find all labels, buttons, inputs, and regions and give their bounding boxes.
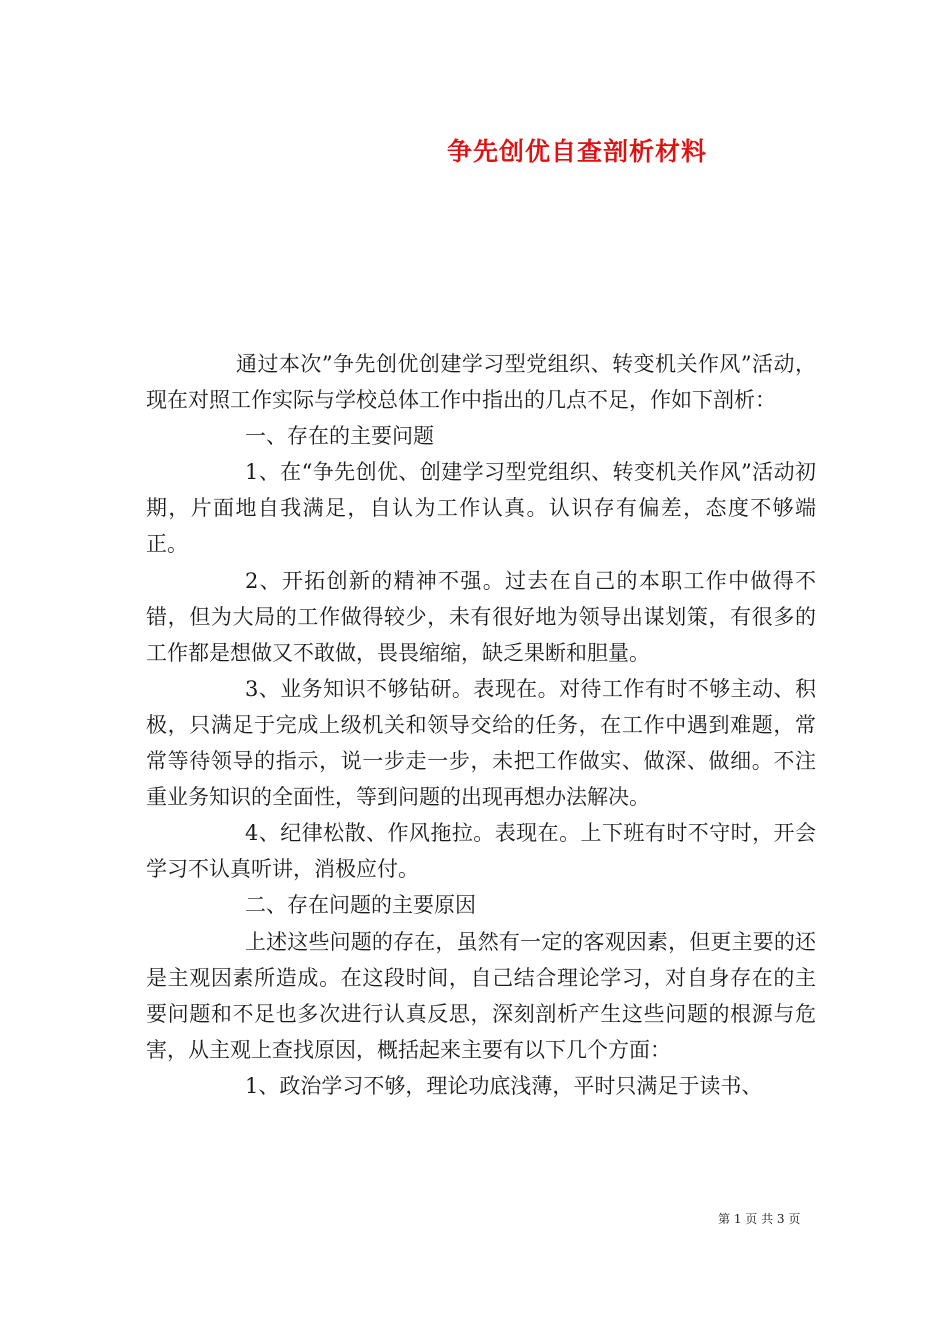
paragraph-problem-3: 3、业务知识不够钻研。表现在。对待工作有时不够主动、积极，只满足于完成上级机关和领导交给的任务，在工作中遇到难题，常常等待领导的指示，说一步走一步，未把工作做实、做深、做细。不注重业务知识的全面性，等到问题的出现再想办法解决。 (146, 676, 816, 810)
paragraph-problem-1: 1、在“争先创优、创建学习型党组织、转变机关作风”活动初期，片面地自我满足，自认为工作认真。认识存有偏差，态度不够端正。 (146, 460, 816, 557)
document-title: 争先创优自查剖析材料 (447, 137, 708, 166)
section-heading-problems: 一、存在的主要问题 (245, 424, 434, 449)
paragraph-cause-1: 1、政治学习不够，理论功底浅薄，平时只满足于读书、 (245, 1073, 763, 1098)
paragraph-causes-intro: 上述这些问题的存在，虽然有一定的客观因素，但更主要的还是主观因素所造成。在这段时间，自己结合理论学习，对自身存在的主要问题和不足也多次进行认真反思，深刻剖析产生这些问题的根源与危害，从主观上查找原因，概括起来主要有以下几个方面： (146, 929, 816, 1062)
document-body (146, 346, 816, 1104)
section-heading-causes: 二、存在问题的主要原因 (245, 893, 476, 918)
paragraph-problem-2: 2、开拓创新的精神不强。过去在自己的本职工作中做得不错，但为大局的工作做得较少，未有很好地为领导出谋划策，有很多的工作都是想做又不敢做，畏畏缩缩，缺乏果断和胆量。 (146, 568, 816, 665)
paragraph-intro: 通过本次”争先创优创建学习型党组织、转变机关作风”活动，现在对照工作实际与学校总体工作中指出的几点不足，作如下剖析： (146, 352, 816, 413)
paragraph-problem-4: 4、纪律松散、作风拖拉。表现在。上下班有时不守时，开会学习不认真听讲，消极应付。 (146, 821, 816, 882)
page-footer: 第 1 页 共 3 页 (718, 1212, 801, 1226)
